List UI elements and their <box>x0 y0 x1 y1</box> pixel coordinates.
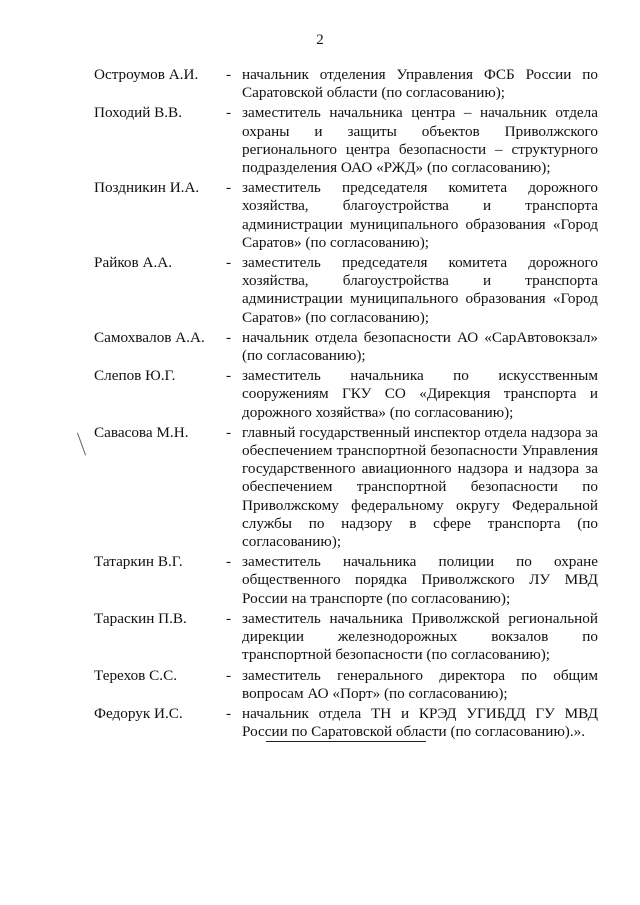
member-role: заместитель председателя комитета дорожного хозяйства, благоустройства и транспорта администрации муниципального образования «Город Саратов» (по согласованию); <box>242 254 598 326</box>
member-role: начальник отделения Управления ФСБ России по Саратовской области (по согласованию); <box>242 66 598 102</box>
dash-separator: - <box>226 104 232 122</box>
member-list <box>94 66 598 743</box>
member-role: главный государственный инспектор отдела надзора за обеспечением транспортной безопасности Управления государственного авиационного надзора и надзора за обеспечением транспортной безопасности по Приволжскому федеральному округу Федеральной службы по надзору в сфере транспорта (по согласованию); <box>242 423 598 551</box>
member-role: заместитель начальника центра – начальник отдела охраны и защиты объектов Приволжского регионального центра безопасности – структурного подразделения ОАО «РЖД» (по согласованию); <box>242 104 598 177</box>
member-role: начальник отдела безопасности АО «СарАвтовокзал» (по согласованию); <box>242 328 598 365</box>
dash-separator: - <box>226 609 232 627</box>
list-item <box>94 179 598 252</box>
member-role: заместитель председателя комитета дорожного хозяйства, благоустройства и транспорта администрации муниципального образования «Город Саратов» (по согласованию); <box>242 179 598 251</box>
member-role: заместитель генерального директора по общим вопросам АО «Порт» (по согласованию); <box>242 666 598 702</box>
member-name: Слепов Ю.Г. <box>94 367 176 385</box>
list-item <box>94 104 598 177</box>
dash-separator: - <box>226 367 232 385</box>
member-name: Тараскин П.В. <box>94 609 187 627</box>
member-name: Походий В.В. <box>94 104 182 122</box>
list-item <box>94 424 598 551</box>
member-name: Самохвалов А.А. <box>94 328 205 346</box>
member-name: Остроумов А.И. <box>94 66 199 83</box>
dash-separator: - <box>226 666 232 684</box>
list-item <box>94 367 598 422</box>
member-role: заместитель начальника по искусственным сооружениям ГКУ СО «Дирекция транспорта и дорожного хозяйства» (по согласованию); <box>242 367 598 421</box>
dash-separator: - <box>226 254 232 272</box>
member-name: Савасова М.Н. <box>94 423 189 441</box>
dash-separator: - <box>226 66 232 83</box>
list-item <box>94 705 598 741</box>
dash-separator: - <box>226 179 232 197</box>
dash-separator: - <box>226 328 232 346</box>
list-item <box>94 254 598 327</box>
member-role: заместитель начальника Приволжской региональной дирекции железнодорожных вокзалов по транспортной безопасности (по согласованию); <box>242 609 598 664</box>
dash-separator: - <box>226 553 232 571</box>
member-role: заместитель начальника полиции по охране общественного порядка Приволжского ЛУ МВД России на транспорте (по согласованию); <box>242 553 598 607</box>
list-item <box>94 329 598 365</box>
member-name: Терехов С.С. <box>94 666 178 684</box>
list-item <box>94 610 598 665</box>
dash-separator: - <box>226 423 232 441</box>
member-role: начальник отдела ТН и КРЭД УГИБДД ГУ МВД России по Саратовской области (по согласованию).». <box>242 704 598 741</box>
list-item <box>94 667 598 703</box>
member-name: Татаркин В.Г. <box>94 553 183 571</box>
list-item <box>94 66 598 102</box>
dash-separator: - <box>226 704 232 722</box>
member-name: Поздникин И.А. <box>94 179 200 197</box>
member-name: Федорук И.С. <box>94 704 183 722</box>
page-number: 2 <box>316 32 324 48</box>
member-name: Райков А.А. <box>94 254 173 272</box>
list-item <box>94 553 598 608</box>
footer-rule <box>266 741 426 742</box>
scan-mark <box>77 433 86 456</box>
